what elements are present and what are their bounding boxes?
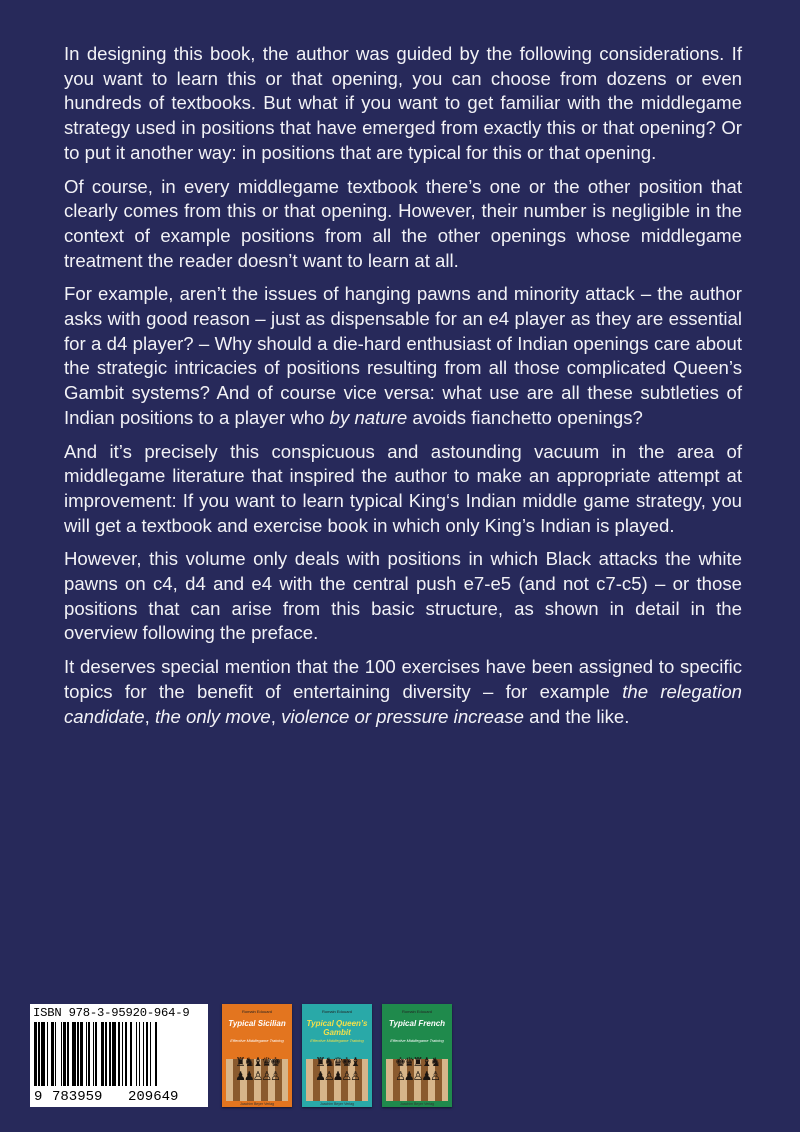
barcode-bar bbox=[34, 1022, 37, 1086]
barcode-bar bbox=[88, 1022, 89, 1086]
paragraph-4: And it’s precisely this conspicuous and astounding vacuum in the area of middlegame literature that inspired the author to make an appropriate attempt at improvement: If you want to learn typical King‘s Indian middle game strategy, you will get a textbook and exercise book in which only King’s Indian is played. bbox=[64, 440, 742, 536]
book-author: Romain Edouard bbox=[401, 1009, 433, 1014]
barcode-bar bbox=[95, 1022, 96, 1086]
barcode-bar bbox=[136, 1022, 137, 1086]
book-author: Romain Edouard bbox=[241, 1009, 273, 1014]
paragraph-6: It deserves special mention that the 100 exercises have been assigned to specific topics for the benefit of entertaining diversity – for example the relegation candidate, the only move, violence or pressure increase and the like. bbox=[64, 656, 743, 727]
barcode-bar bbox=[77, 1022, 78, 1086]
book-subtitle: Effective Middlegame Training bbox=[390, 1038, 444, 1043]
barcode-bar bbox=[105, 1022, 106, 1086]
book-title: Typical Sicilian bbox=[228, 1019, 286, 1028]
book-publisher: Joachim Beyer Verlag bbox=[399, 1102, 435, 1106]
emphasis-violence: violence or pressure increase bbox=[281, 705, 524, 727]
barcode-bar bbox=[130, 1022, 131, 1086]
book-subtitle: Effective Middlegame Training bbox=[310, 1038, 364, 1043]
barcode-bar bbox=[38, 1022, 39, 1086]
barcode-bar bbox=[61, 1022, 62, 1086]
ean-first-digit: 9 bbox=[34, 1089, 43, 1105]
chess-pieces-image: ♜♞♝♛♚ ♟♟♙♙♙ bbox=[235, 1055, 279, 1083]
paragraph-1: In designing this book, the author was guided by the following considerations. If you want to learn this or that opening, you can choose from dozens or even hundreds of textbooks. But what if you want to get familiar with the middlegame strategy used in positions that have emerged from exactly this or that opening? Or to put it another way: in positions that are typical for this or that opening. bbox=[64, 43, 742, 163]
chess-pieces-image: ♚♛♜♝♞ ♙♟♙♟♙ bbox=[395, 1055, 439, 1083]
back-cover-text bbox=[64, 42, 742, 738]
barcode-bar bbox=[118, 1022, 121, 1086]
barcode-bar bbox=[122, 1022, 123, 1086]
emphasis-relegation-candidate: the relegation candidate bbox=[64, 680, 743, 727]
barcode-bar bbox=[86, 1022, 87, 1086]
barcode-bar bbox=[139, 1022, 140, 1086]
barcode-bar bbox=[67, 1022, 68, 1086]
book-cover-typical-french bbox=[382, 1004, 452, 1107]
barcode-bar bbox=[109, 1022, 110, 1086]
isbn-barcode bbox=[30, 1004, 208, 1107]
book-title: Typical Queen’s Gambit bbox=[306, 1019, 368, 1037]
barcode-bar bbox=[146, 1022, 149, 1086]
barcode-bars bbox=[34, 1022, 204, 1086]
barcode-bar bbox=[150, 1022, 151, 1086]
barcode-bar bbox=[155, 1022, 156, 1086]
book-author: Romain Edouard bbox=[321, 1009, 353, 1014]
barcode-bar bbox=[51, 1022, 54, 1086]
barcode-bar bbox=[41, 1022, 45, 1086]
barcode-bar bbox=[112, 1022, 116, 1086]
barcode-bar bbox=[93, 1022, 94, 1086]
paragraph-5: However, this volume only deals with positions in which Black attacks the white pawns on c4, d4 and e4 with the central push e7-e5 (and not c7-c5) – or those positions that can arise from this basic structure, as shown in detail in the overview following the preface. bbox=[64, 548, 742, 644]
barcode-bar bbox=[143, 1022, 144, 1086]
book-cover-typical-queens-gambit bbox=[302, 1004, 372, 1107]
barcode-bar bbox=[47, 1022, 48, 1086]
book-cover-typical-sicilian bbox=[222, 1004, 292, 1107]
emphasis-only-move: the only move bbox=[154, 705, 271, 727]
barcode-bar bbox=[80, 1022, 83, 1086]
ean-left-digits: 783959 bbox=[52, 1089, 103, 1105]
isbn-label: ISBN 978-3-95920-964-9 bbox=[33, 1006, 190, 1020]
book-publisher: Joachim Beyer Verlag bbox=[239, 1102, 275, 1106]
barcode-bar bbox=[125, 1022, 128, 1086]
barcode-bar bbox=[72, 1022, 76, 1086]
book-title: Typical French bbox=[388, 1019, 446, 1028]
chess-pieces-image: ♜♞♛♚♝ ♟♙♟♙♙ bbox=[315, 1055, 359, 1083]
barcode-bar bbox=[63, 1022, 66, 1086]
emphasis-by-nature: by nature bbox=[329, 406, 408, 428]
ean-right-digits: 209649 bbox=[128, 1089, 179, 1105]
barcode-bar bbox=[101, 1022, 104, 1086]
paragraph-2: Of course, in every middlegame textbook there’s one or the other position that clearly comes from this or that opening. However, their number is negligible in the context of example positions from all the other openings whose middlegame treatment the reader doesn’t want to learn at all. bbox=[64, 175, 742, 271]
book-publisher: Joachim Beyer Verlag bbox=[319, 1102, 355, 1106]
barcode-bar bbox=[55, 1022, 56, 1086]
book-subtitle: Effective Middlegame Training bbox=[230, 1038, 284, 1043]
paragraph-3: For example, aren’t the issues of hanging pawns and minority attack – the author asks with good reason – just as dispensable for an e4 player as they are essential for a d4 player? – Why should a die-hard enthusiast of Indian openings care about the strategic intricacies of positions resulting from all those complicated Queen’s Gambit systems? And of course vice versa: what use are all these subtleties of Indian positions to a player who by nature avoids fianchetto openings? bbox=[64, 283, 742, 428]
